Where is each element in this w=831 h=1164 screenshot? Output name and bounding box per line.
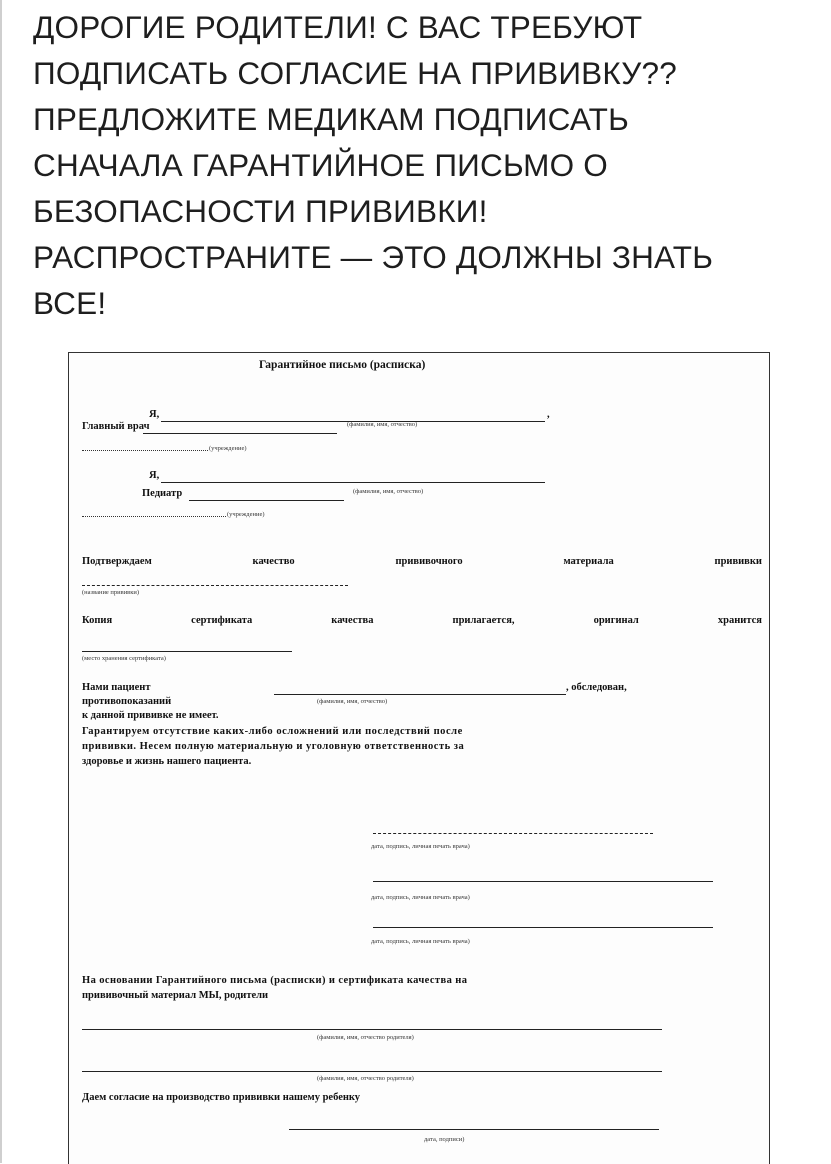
contraindications-text: противопоказаний [82, 696, 172, 707]
copy-line [82, 615, 762, 626]
headline-line: ПРЕДЛОЖИТЕ МЕДИКАМ ПОДПИСАТЬ [33, 101, 629, 137]
headline-line: РАСПРОСТРАНИТЕ — ЭТО ДОЛЖНЫ ЗНАТЬ [33, 239, 714, 275]
confirm-word: прививки [714, 556, 762, 567]
signature-line [373, 833, 653, 834]
signature-hint: дата, подпись, личная печать врача) [371, 938, 470, 945]
signature-line [373, 881, 713, 882]
basis-line: прививочный материал МЫ, родители [82, 990, 269, 1001]
parent-line [82, 1071, 662, 1072]
copy-word: Копия [82, 615, 113, 626]
basis-line: На основании Гарантийного письма (расписки) и сертификата качества на [82, 975, 468, 986]
guarantee-line: здоровье и жизнь нашего пациента. [82, 756, 252, 767]
examined-text: , обследован, [566, 682, 627, 693]
copy-word: прилагается, [452, 615, 515, 626]
confirm-line [82, 556, 762, 567]
guarantee-line: прививки. Несем полную материальную и уголовную ответственность за [82, 741, 465, 752]
letter-title: Гарантийное письмо (расписка) [259, 359, 426, 371]
cert-place-line [82, 651, 292, 652]
headline-line: СНАЧАЛА ГАРАНТИЙНОЕ ПИСЬМО О [33, 147, 608, 183]
confirm-word: Подтверждаем [82, 556, 152, 567]
parent-line [82, 1029, 662, 1030]
patient-fio-line [274, 694, 566, 695]
parent-hint: (фамилия, имя, отчество родителя) [317, 1034, 414, 1041]
parent-hint: (фамилия, имя, отчество родителя) [317, 1075, 414, 1082]
copy-word: хранится [717, 615, 762, 626]
fio-line-2 [161, 482, 545, 483]
signature-hint: дата, подпись, личная печать врача) [371, 894, 470, 901]
institution-hint-2: (учреждение) [227, 511, 265, 518]
chief-doctor-line [143, 433, 337, 434]
vaccine-name-hint: (название прививки) [82, 589, 140, 596]
pediatrician-line [189, 500, 344, 501]
fio-hint: (фамилия, имя, отчество) [347, 421, 418, 428]
headline-line: ПОДПИСАТЬ СОГЛАСИЕ НА ПРИВИВКУ?? [33, 55, 677, 91]
date-sign-line [289, 1129, 659, 1130]
headline [33, 4, 813, 326]
date-sign-hint: дата, подписи) [424, 1136, 465, 1143]
copy-word: сертификата [191, 615, 253, 626]
ya-label-2: Я, [149, 470, 160, 481]
signature-hint: дата, подпись, личная печать врача) [371, 843, 470, 850]
confirm-word: качество [252, 556, 295, 567]
copy-word: качества [331, 615, 374, 626]
no-contra-text: к данной прививке не имеет. [82, 710, 219, 721]
guarantee-letter-document [68, 352, 770, 1164]
cert-place-hint: (место хранения сертификата) [82, 655, 166, 662]
institution-hint: (учреждение) [209, 445, 247, 452]
fio-hint-2: (фамилия, имя, отчество) [353, 488, 424, 495]
headline-line: ДОРОГИЕ РОДИТЕЛИ! С ВАС ТРЕБУЮТ [33, 9, 643, 45]
patient-label: Нами пациент [82, 682, 151, 693]
confirm-word: материала [563, 556, 614, 567]
signature-line [373, 927, 713, 928]
guarantee-line: Гарантируем отсутствие каких-либо осложнений или последствий после [82, 726, 463, 737]
copy-word: оригинал [593, 615, 639, 626]
left-edge-rule [0, 0, 2, 1163]
ya-comma: , [547, 409, 550, 420]
headline-line: ВСЕ! [33, 285, 107, 321]
institution-line [82, 450, 208, 451]
vaccine-name-line [82, 585, 348, 586]
patient-fio-hint: (фамилия, имя, отчество) [317, 698, 388, 705]
pediatrician-label: Педиатр [142, 488, 183, 499]
ya-label: Я, [149, 409, 160, 420]
institution-line-2 [82, 516, 226, 517]
consent-text: Даем согласие на производство прививки нашему ребенку [82, 1092, 361, 1103]
chief-doctor-label: Главный врач [82, 421, 150, 432]
headline-line: БЕЗОПАСНОСТИ ПРИВИВКИ! [33, 193, 488, 229]
confirm-word: прививочного [395, 556, 463, 567]
